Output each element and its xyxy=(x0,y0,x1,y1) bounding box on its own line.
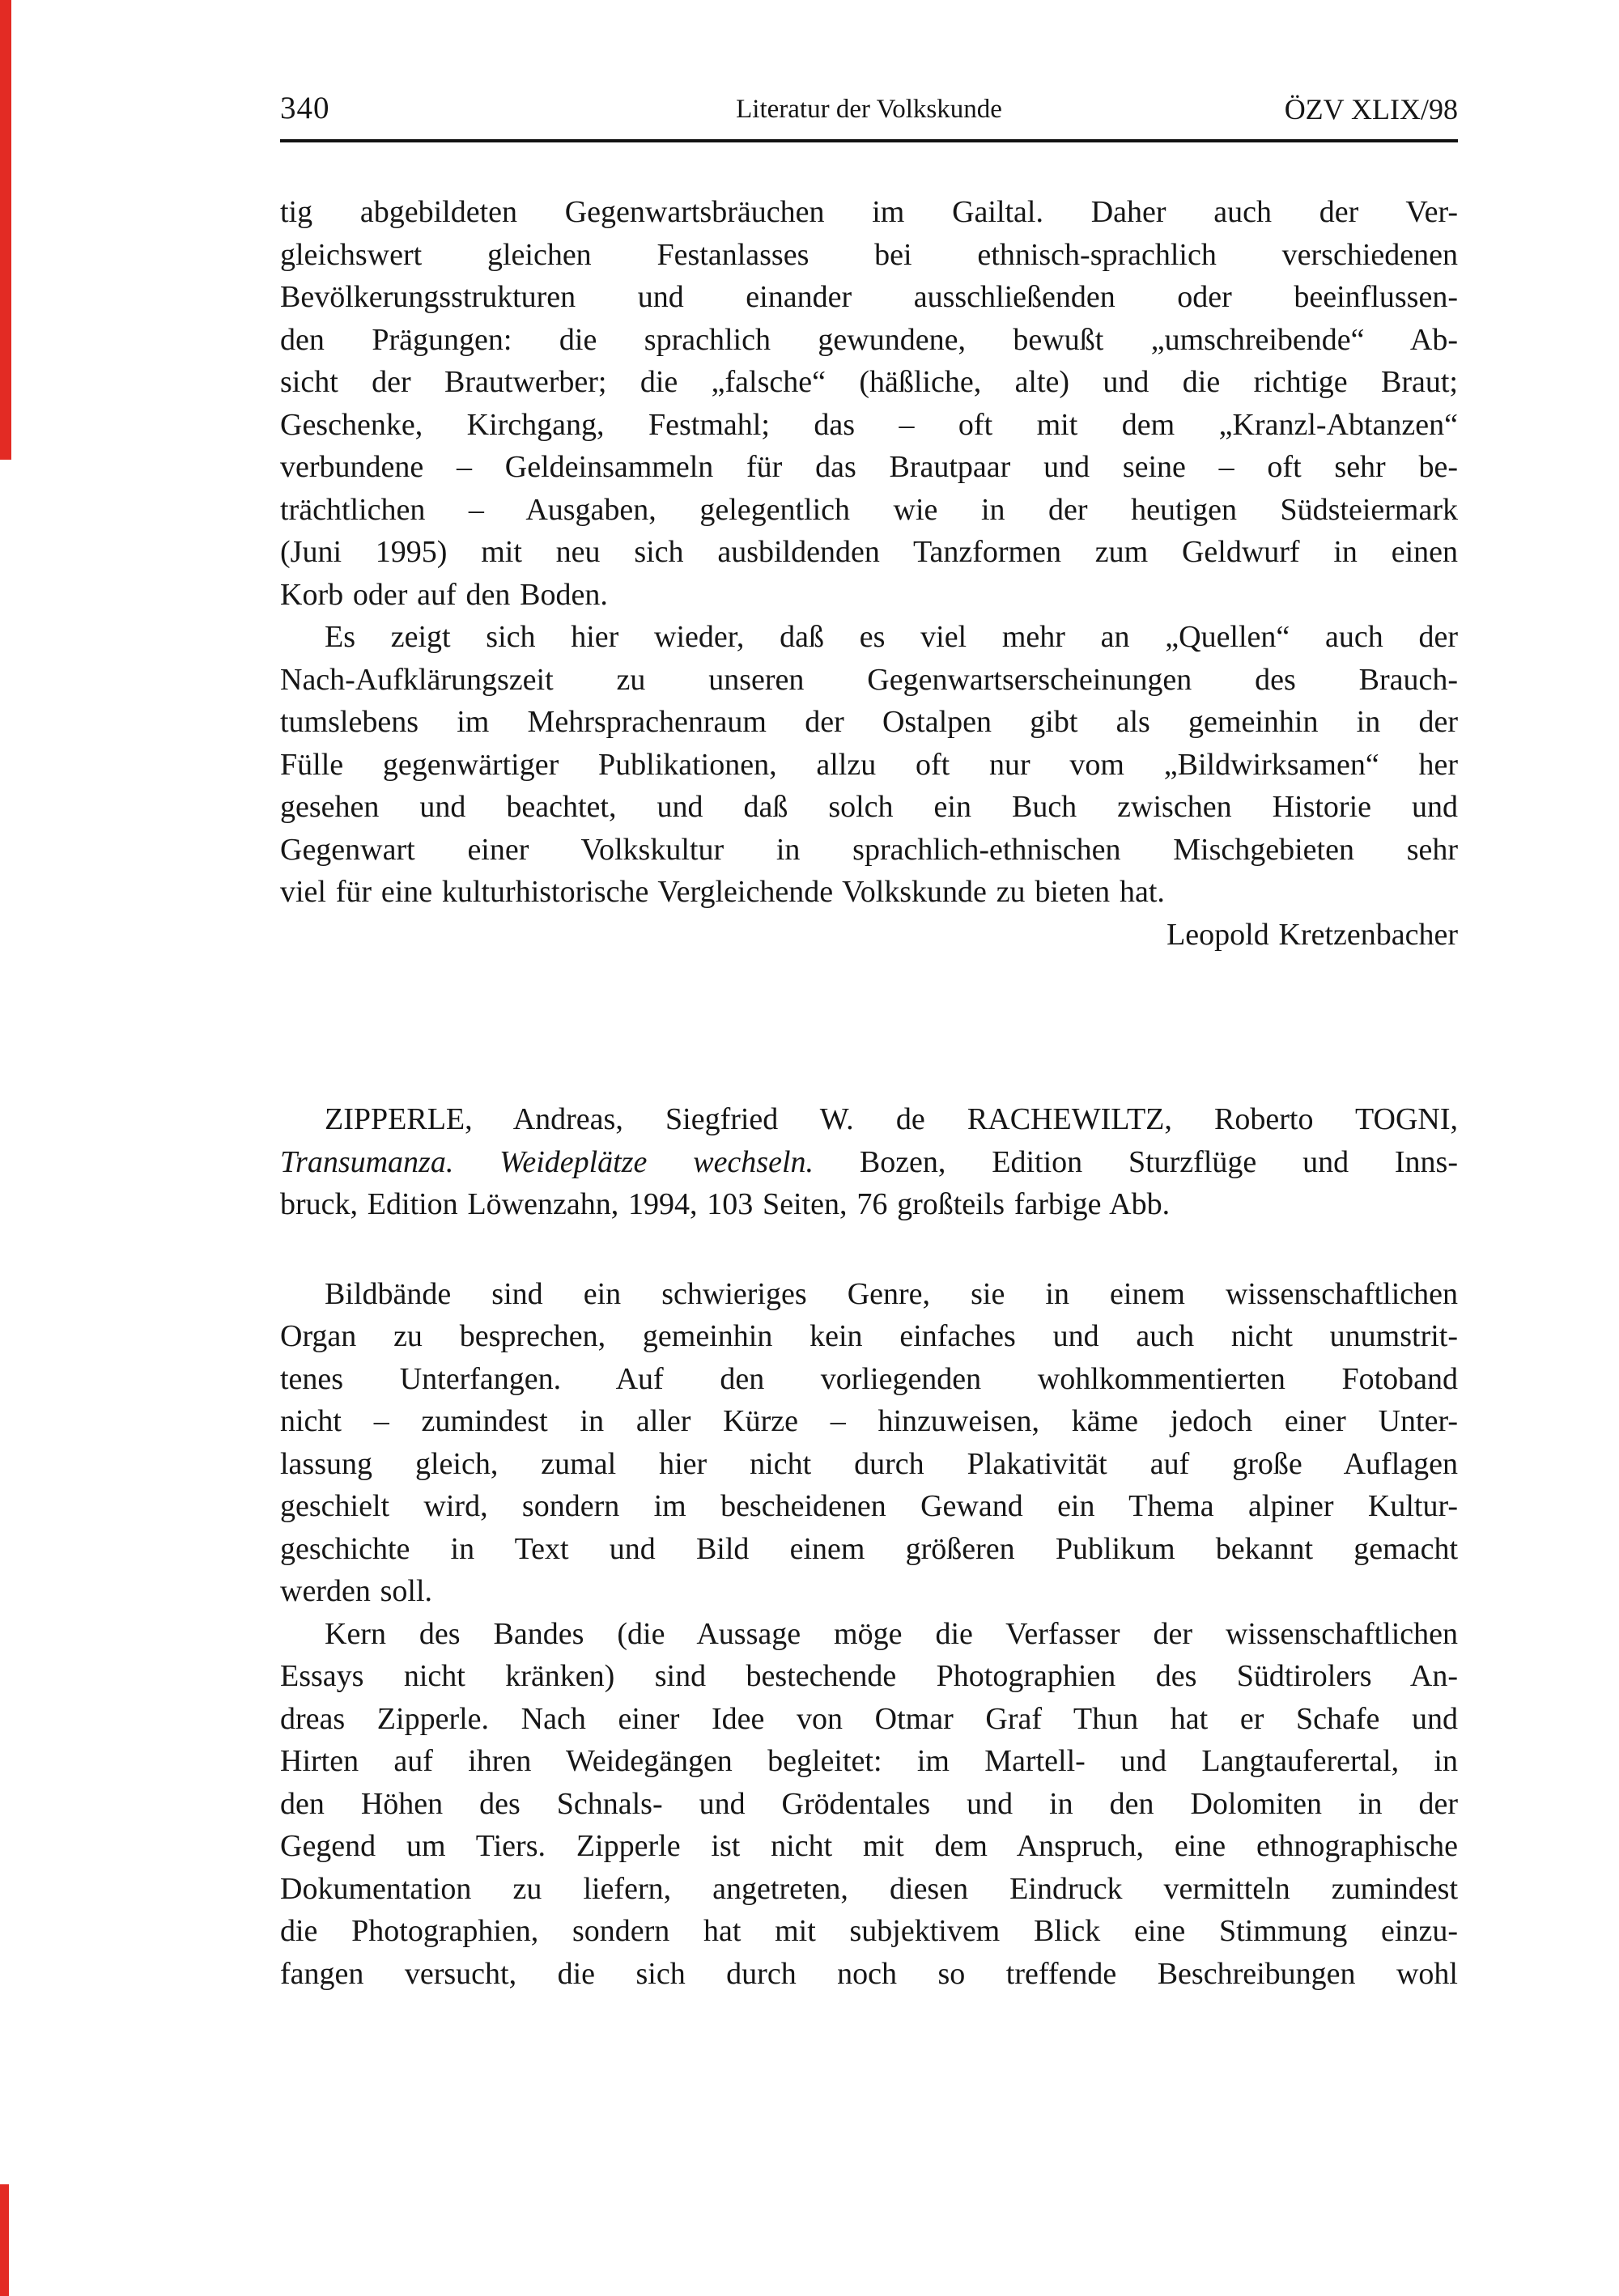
text-line: Gegend um Tiers. Zipperle ist nicht mit dem Anspruch, eine ethnographische xyxy=(280,1829,1458,1863)
scan-mark-top xyxy=(0,0,11,460)
text-line: dreas Zipperle. Nach einer Idee von Otmar Graf Thun hat er Schafe und xyxy=(280,1701,1458,1736)
text-line: tig abgebildeten Gegenwartsbräuchen im Gailtal. Daher auch der Ver- xyxy=(280,195,1458,229)
text-line: nicht – zumindest in aller Kürze – hinzuweisen, käme jedoch einer Unter- xyxy=(280,1404,1458,1438)
text-line: Es zeigt sich hier wieder, daß es viel mehr an „Quellen“ auch der xyxy=(325,620,1458,654)
text-line: gleichswert gleichen Festanlasses bei ethnisch-sprachlich verschiedenen xyxy=(280,237,1458,272)
text-line: gesehen und beachtet, und daß solch ein Buch zwischen Historie und xyxy=(280,790,1458,824)
text-line: Bevölkerungsstrukturen und einander ausschließenden oder beeinflussen- xyxy=(280,280,1458,314)
text-line: Kern des Bandes (die Aussage möge die Verfasser der wissenschaftlichen xyxy=(325,1616,1458,1651)
text-line: lassung gleich, zumal hier nicht durch Plakativität auf große Auflagen xyxy=(280,1446,1458,1481)
text-line: fangen versucht, die sich durch noch so treffende Beschreibungen wohl xyxy=(280,1956,1458,1991)
review-kretzenbacher-paragraph2 xyxy=(280,616,1458,914)
text-line: sicht der Brautwerber; die „falsche“ (häßliche, alte) und die richtige Braut; xyxy=(280,365,1458,399)
review-kretzenbacher-paragraph1 xyxy=(280,191,1458,616)
book-citation xyxy=(280,1098,1458,1226)
scan-mark-bottom xyxy=(0,2184,9,2296)
text-line: Gegenwart einer Volkskultur in sprachlich-ethnischen Mischgebieten sehr xyxy=(280,832,1458,867)
text-line: tenes Unterfangen. Auf den vorliegenden wohlkommentierten Fotoband xyxy=(280,1361,1458,1396)
text-line: den Höhen des Schnals- und Grödentales und in den Dolomiten in der xyxy=(280,1786,1458,1821)
text-line: verbundene – Geldeinsammeln für das Brautpaar und seine – oft sehr be- xyxy=(280,450,1458,484)
text-line: Korb oder auf den Boden. xyxy=(280,577,608,612)
text-line: geschielt wird, sondern im bescheidenen Gewand ein Thema alpiner Kultur- xyxy=(280,1489,1458,1523)
text-line: bruck, Edition Löwenzahn, 1994, 103 Seiten, 76 großteils farbige Abb. xyxy=(280,1187,1171,1221)
text-line: Bildbände sind ein schwieriges Genre, sie in einem wissenschaftlichen xyxy=(325,1276,1458,1311)
running-title: Literatur der Volkskunde xyxy=(736,95,1002,124)
review-zipperle-paragraph1 xyxy=(280,1273,1458,1613)
reviewer-signature: Leopold Kretzenbacher xyxy=(1166,917,1458,952)
text-line: viel für eine kulturhistorische Vergleichende Volkskunde zu bieten hat. xyxy=(280,875,1165,909)
journal-reference: ÖZV XLIX/98 xyxy=(1284,93,1458,125)
page-column xyxy=(280,0,1458,1995)
text-line: trächtlichen – Ausgaben, gelegentlich wie in der heutigen Südsteiermark xyxy=(280,492,1458,527)
text-line: geschichte in Text und Bild einem größeren Publikum bekannt gemacht xyxy=(280,1531,1458,1566)
header-rule xyxy=(280,139,1458,142)
text-line: ZIPPERLE, Andreas, Siegfried W. de RACHEWILTZ, Roberto TOGNI, xyxy=(325,1102,1458,1136)
text-line: den Prägungen: die sprachlich gewundene, bewußt „umschreibende“ Ab- xyxy=(280,322,1458,357)
text-line: (Juni 1995) mit neu sich ausbildenden Tanzformen zum Geldwurf in einen xyxy=(280,535,1458,569)
review-zipperle-paragraph2 xyxy=(280,1613,1458,1996)
text-line: werden soll. xyxy=(280,1574,433,1608)
text-line: tumslebens im Mehrsprachenraum der Ostalpen gibt als gemeinhin in der xyxy=(280,705,1458,739)
text-line: Dokumentation zu liefern, angetreten, diesen Eindruck vermitteln zumindest xyxy=(280,1871,1458,1906)
review-kretzenbacher xyxy=(280,191,1458,956)
text-line: Hirten auf ihren Weidegängen begleitet: im Martell- und Langtauferertal, in xyxy=(280,1744,1458,1778)
page-header xyxy=(280,91,1458,126)
text-line: Nach-Aufklärungszeit zu unseren Gegenwartserscheinungen des Brauch- xyxy=(280,662,1458,697)
text-line: Fülle gegenwärtiger Publikationen, allzu oft nur vom „Bildwirksamen“ her xyxy=(280,747,1458,782)
page-number: 340 xyxy=(280,91,330,125)
text-line: Organ zu besprechen, gemeinhin kein einfaches und auch nicht unumstrit- xyxy=(280,1319,1458,1353)
text-line: die Photographien, sondern hat mit subjektivem Blick eine Stimmung einzu- xyxy=(280,1914,1458,1948)
text-line: Transumanza. Weideplätze wechseln. Bozen, Edition Sturzflüge und Inns- xyxy=(280,1144,1458,1179)
text-line: Essays nicht kränken) sind bestechende Photographien des Südtirolers An- xyxy=(280,1659,1458,1693)
text-line: Geschenke, Kirchgang, Festmahl; das – oft mit dem „Kranzl-Abtanzen“ xyxy=(280,407,1458,442)
